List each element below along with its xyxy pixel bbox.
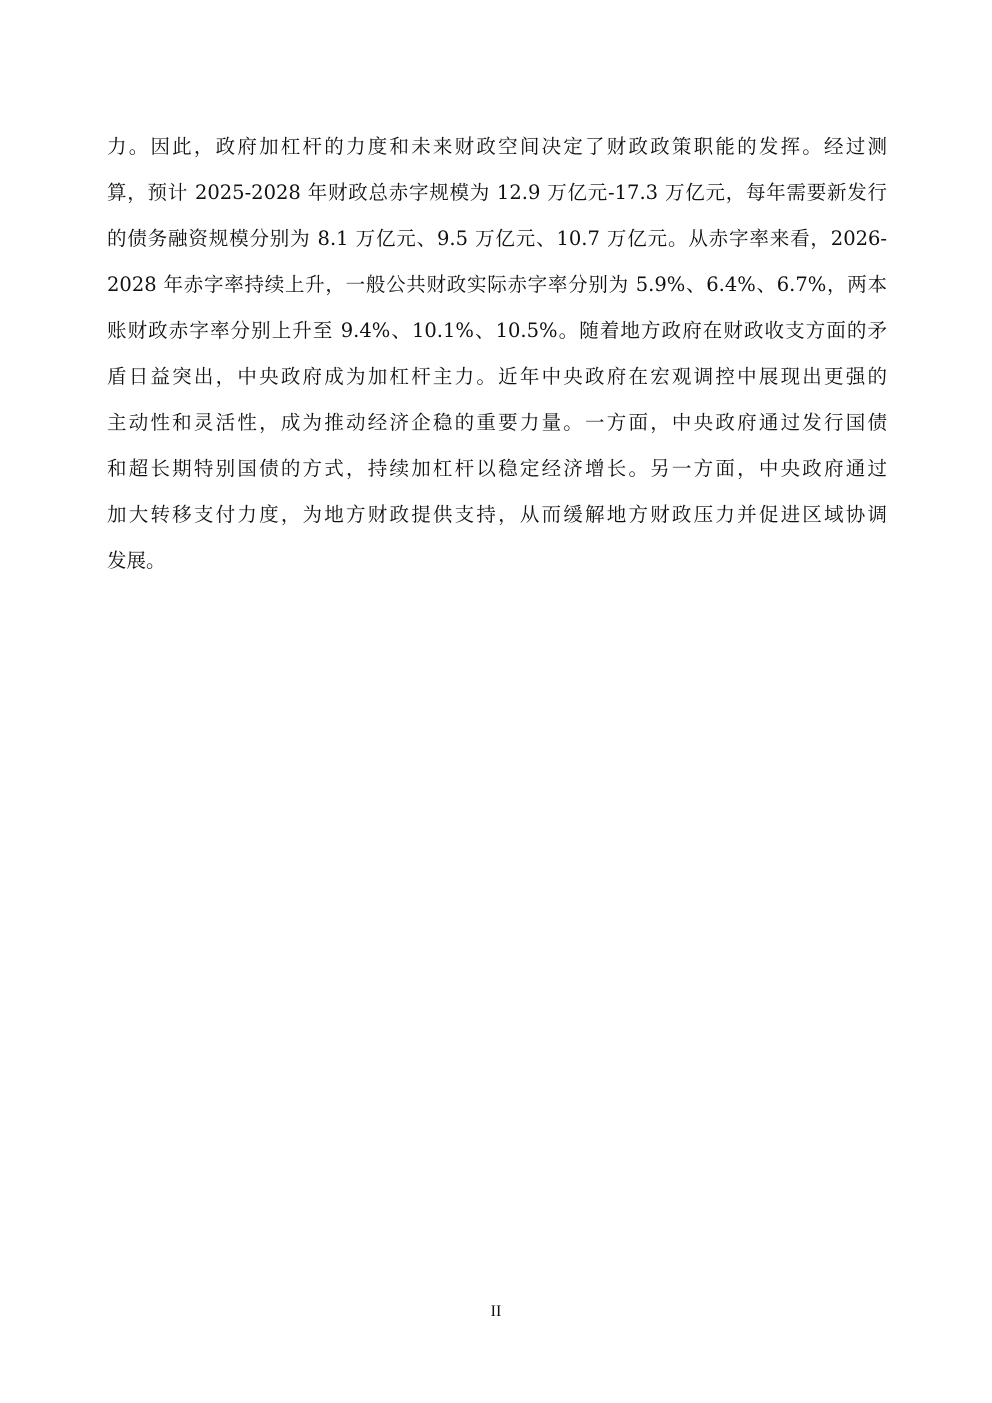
page-number: II (490, 1303, 502, 1320)
paragraph-line-10: 发展。 (107, 549, 166, 572)
paragraph-line-2: 算，预计 2025-2028 年财政总赤字规模为 12.9 万亿元-17.3 万亿元，每年需要新发行 (107, 181, 887, 204)
paragraph-line-1: 力。因此，政府加杠杆的力度和未来财政空间决定了财政政策职能的发挥。经过测 (107, 135, 887, 158)
paragraph-line-6: 盾日益突出，中央政府成为加杠杆主力。近年中央政府在宏观调控中展现出更强的 (107, 365, 887, 388)
paragraph-line-8: 和超长期特别国债的方式，持续加杠杆以稳定经济增长。另一方面，中央政府通过 (107, 457, 887, 480)
paragraph-line-5: 账财政赤字率分别上升至 9.4%、10.1%、10.5%。随着地方政府在财政收支方面的矛 (107, 319, 887, 342)
body-paragraph (107, 124, 887, 584)
paragraph-line-7: 主动性和灵活性，成为推动经济企稳的重要力量。一方面，中央政府通过发行国债 (107, 411, 887, 434)
paragraph-line-3: 的债务融资规模分别为 8.1 万亿元、9.5 万亿元、10.7 万亿元。从赤字率来看，2026- (107, 227, 887, 250)
paragraph-line-4: 2028 年赤字率持续上升，一般公共财政实际赤字率分别为 5.9%、6.4%、6.7%，两本 (107, 273, 887, 296)
paragraph-line-9: 加大转移支付力度，为地方财政提供支持，从而缓解地方财政压力并促进区域协调 (107, 503, 887, 526)
